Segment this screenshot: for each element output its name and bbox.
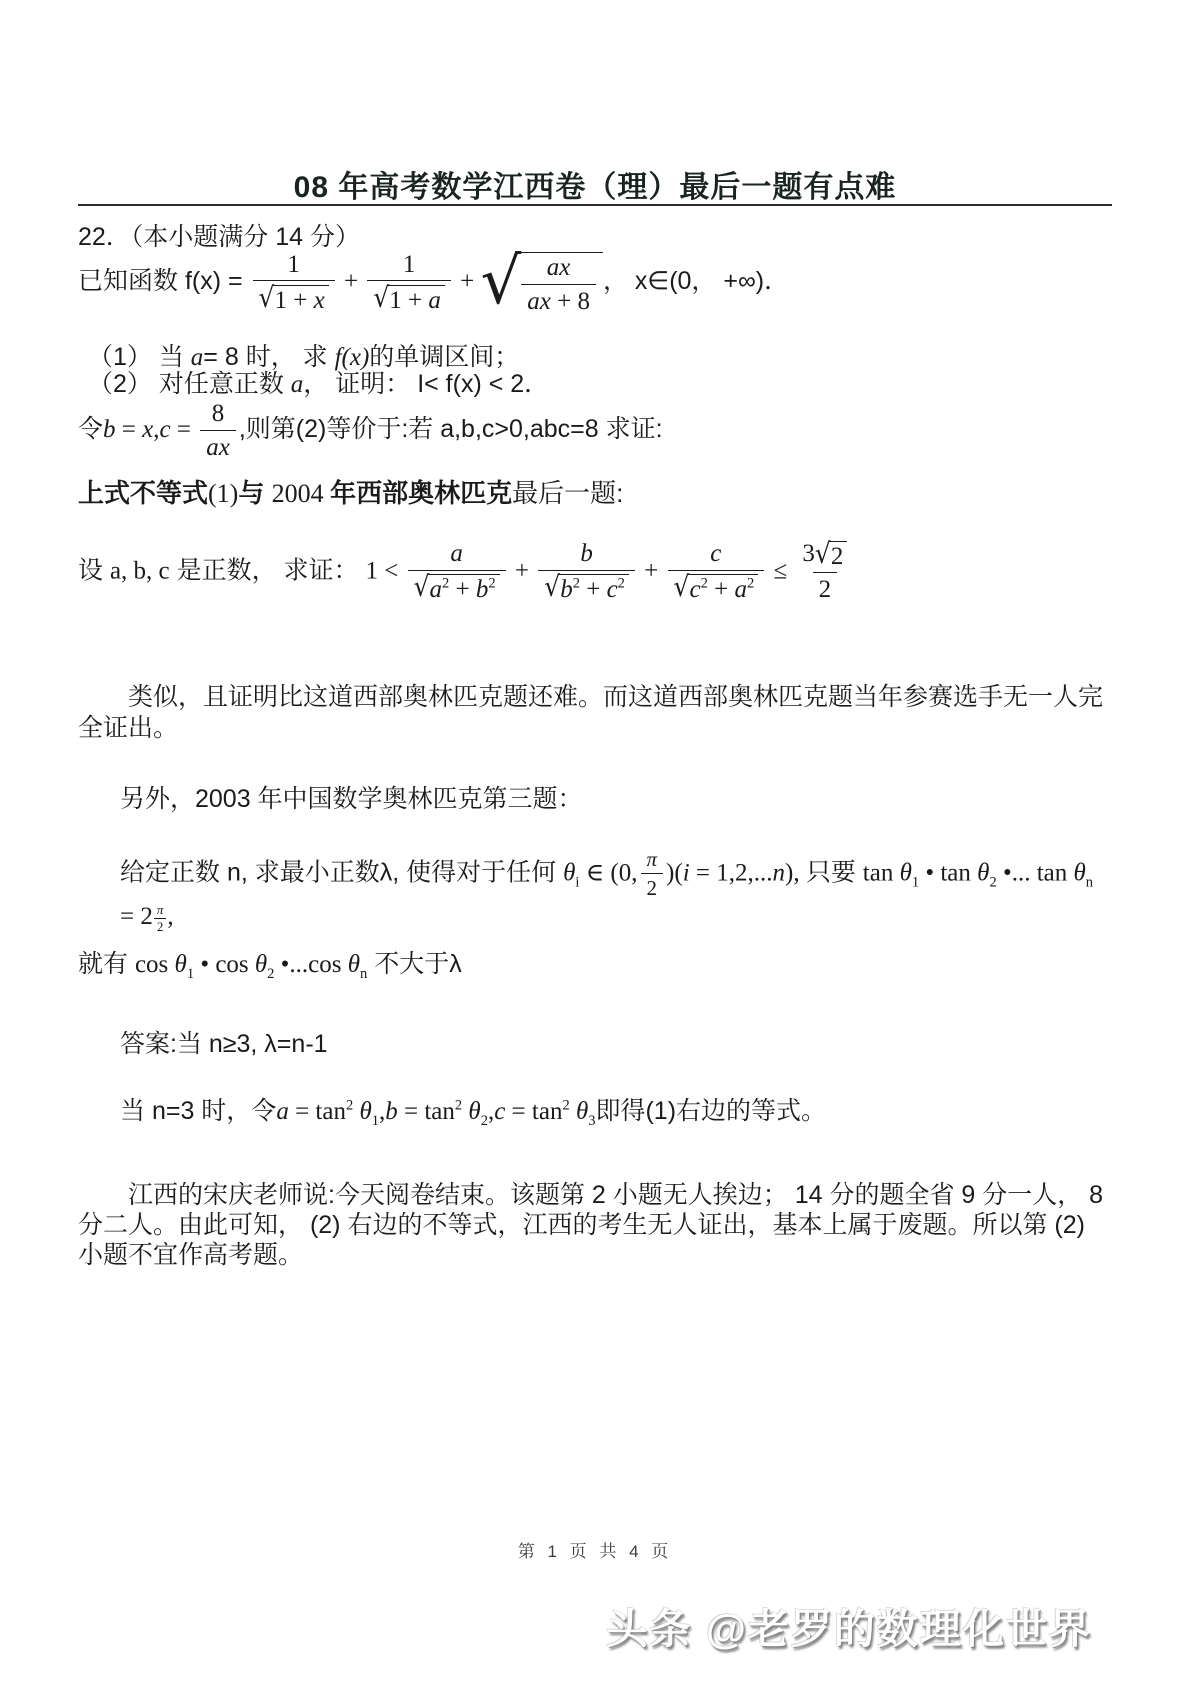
text-token: 1: [402, 250, 416, 278]
text-token: n: [360, 966, 368, 982]
text-token: a: [290, 371, 304, 398]
text-token: 与: [238, 478, 272, 508]
text-token: a: [429, 576, 443, 604]
text-token: +: [508, 557, 536, 585]
text-token: cos: [134, 951, 169, 978]
text-token: = 8 时， 求: [203, 343, 335, 371]
radical-sign-icon: √: [480, 245, 522, 319]
text-token: )(: [666, 859, 683, 887]
text-token: ,则第(2)等价于:若 a,b,c>0,abc=8 求证:: [238, 415, 663, 444]
text-token: θ: [462, 1098, 481, 1125]
text-token: 2: [572, 575, 580, 592]
text-token: = 1,2,...: [689, 859, 773, 887]
radical-sign-icon: √: [373, 281, 390, 314]
text-token: π: [156, 902, 164, 918]
text-token: 1: [287, 250, 300, 278]
toutiao-watermark: 头条 @老罗的数理化世界: [606, 1606, 1092, 1652]
text-token: θ: [248, 951, 268, 978]
text-token: b: [475, 576, 489, 604]
radical-sign-icon: √: [814, 536, 831, 570]
text-token: θ: [569, 1098, 589, 1125]
radical-sign-icon: √: [544, 570, 561, 603]
text-token: = tan: [505, 1098, 563, 1125]
math-radical: [480, 245, 603, 319]
math-radical: [814, 536, 847, 571]
text-token: n: [1085, 874, 1094, 891]
page-title: 08 年高考数学江西卷（理）最后一题有点难: [293, 171, 897, 205]
text-token: 2: [454, 1097, 463, 1114]
text-token: θ: [563, 859, 576, 887]
text-token: 2: [480, 1113, 488, 1129]
math-radical: [544, 570, 629, 604]
question-heading: 22．（本小题满分 14 分）: [78, 223, 361, 251]
text-token: ， 证明： I< f(x) < 2．: [303, 370, 550, 398]
text-token: +: [637, 557, 665, 585]
text-token: 1: [371, 1113, 379, 1129]
text-token: • cos: [194, 951, 249, 978]
radical-sign-icon: √: [673, 570, 690, 603]
text-token: =: [115, 416, 143, 444]
text-token: a: [428, 286, 441, 314]
text-token: +: [579, 576, 607, 604]
math-fraction: [253, 251, 335, 315]
cmo-answer: 答案:当 n≥3, λ=n-1: [120, 1030, 328, 1058]
text-token: 只要: [805, 858, 863, 887]
text-token: 当 n=3 时，令: [120, 1097, 277, 1125]
text-token: •...cos: [274, 951, 342, 978]
text-token: π: [646, 847, 658, 871]
text-token: θ: [341, 951, 361, 978]
text-token: a: [734, 576, 747, 604]
function-definition-formula: [78, 245, 1112, 319]
text-token: ax: [206, 433, 230, 461]
text-token: 是正数， 求证：: [169, 556, 366, 585]
text-token: 给定正数 n, 求最小正数λ, 使得对于任何: [120, 858, 564, 887]
text-token: 2: [818, 576, 832, 604]
text-token: = tan: [288, 1098, 346, 1125]
text-token: 令: [78, 415, 104, 444]
text-token: f(x): [334, 344, 370, 371]
text-token: ,: [487, 1098, 495, 1125]
text-token: θ: [353, 1098, 372, 1125]
text-token: 1 +: [389, 286, 429, 314]
text-token: 2: [617, 575, 625, 592]
math-radical: [413, 570, 500, 604]
teacher-comment-paragraph: 江西的宋庆老师说:今天阅卷结束。该题第 2 小题无人挨边； 14 分的题全省 9 分一人， 8 分二人。由此可知， (2) 右边的不等式，江西的考生无人证出，基本上属于废题。所以第 (2) 小题不宜作高考题。: [78, 1181, 1104, 1269]
text-token: b: [580, 540, 593, 567]
text-token: =: [170, 416, 198, 444]
text-token: a: [190, 344, 204, 371]
text-token: +: [449, 576, 476, 604]
math-fraction: [641, 848, 664, 900]
math-fraction: [521, 254, 596, 315]
text-token: c: [710, 540, 722, 567]
text-token: b: [385, 1098, 398, 1125]
text-token: 3: [802, 540, 815, 567]
text-token: 1: [186, 966, 195, 982]
text-token: 3: [588, 1113, 596, 1129]
cmo-n3-case: [78, 1095, 1112, 1129]
text-token: +: [337, 268, 365, 296]
text-token: i: [575, 874, 580, 891]
text-token: ax: [546, 254, 571, 281]
text-token: θ: [1067, 859, 1086, 887]
math-fraction: [668, 540, 765, 604]
text-token: 2: [562, 1097, 570, 1114]
text-token: 2: [700, 575, 708, 592]
radical-sign-icon: √: [258, 281, 275, 314]
text-token: 2: [267, 966, 275, 982]
text-token: a, b, c: [109, 557, 170, 585]
text-token: 2: [989, 874, 997, 891]
text-token: 2: [156, 919, 164, 935]
text-token: b: [103, 416, 116, 444]
text-token: 2: [830, 542, 844, 570]
text-token: 即得(1)右边的等式。: [595, 1097, 827, 1125]
substitution-equivalence-line: [78, 400, 1112, 461]
text-token: 上式不等式: [78, 478, 209, 508]
text-token: 设: [78, 556, 110, 585]
text-token: ≤: [767, 557, 794, 585]
west-olympiad-intro: [78, 477, 1112, 511]
text-token: ， x∈(0， +∞)．: [602, 267, 790, 296]
text-token: 不大于λ: [367, 950, 462, 978]
text-token: 1: [911, 874, 920, 891]
text-token: c: [606, 576, 618, 604]
text-token: ,: [153, 416, 160, 444]
text-token: n: [772, 859, 785, 887]
text-token: (1): [208, 479, 239, 508]
math-fraction: [200, 400, 236, 461]
text-token: • tan: [919, 859, 971, 887]
text-token: 2: [345, 1097, 354, 1114]
text-token: 的单调区间；: [369, 343, 520, 371]
text-token: i: [682, 859, 690, 887]
text-token: +: [707, 576, 735, 604]
west-olympiad-comment: 类似，且证明比这道西部奥林匹克题还难。而这道西部奥林匹克题当年参赛选手无一人完全证出。: [78, 683, 1104, 742]
math-radical: [258, 281, 329, 315]
math-radical: [373, 281, 445, 315]
text-token: 2: [442, 575, 450, 592]
text-token: x: [313, 286, 325, 314]
math-fraction: [796, 536, 853, 604]
text-token: 就有: [78, 950, 135, 978]
text-token: 年西部奥林匹克: [330, 478, 513, 508]
text-token: 2: [488, 575, 496, 592]
text-token: +: [453, 268, 481, 296]
text-token: a: [450, 540, 463, 567]
text-token: （1） 当: [88, 343, 191, 371]
text-token: = tan: [397, 1098, 455, 1125]
text-token: a: [276, 1098, 289, 1125]
title-divider: [78, 204, 1112, 206]
page-number-footer: 第 1 页 共 4 页: [517, 1542, 673, 1561]
text-token: θ: [970, 859, 990, 887]
text-token: ∈ (0,: [579, 859, 638, 887]
text-token: 8: [211, 400, 225, 427]
text-token: 最后一题:: [512, 478, 624, 508]
text-token: c: [159, 416, 171, 444]
math-fraction: [367, 251, 451, 315]
text-token: •... tan: [996, 859, 1068, 887]
text-token: ),: [785, 859, 806, 887]
text-token: ax: [527, 287, 551, 315]
text-token: θ: [168, 951, 187, 978]
math-radical: [673, 570, 759, 604]
text-token: tan: [862, 859, 894, 887]
text-token: x: [142, 416, 154, 444]
west-olympiad-inequality: [78, 536, 1112, 604]
cmo-conclusion-formula: [78, 948, 1112, 982]
cmo-problem-formula: [78, 848, 1112, 935]
text-token: + 8: [550, 287, 590, 315]
math-fraction: [154, 903, 167, 935]
math-fraction: [408, 540, 506, 604]
text-token: 已知函数 f(x) =: [78, 267, 250, 296]
cmo-intro: 另外，2003 年中国数学奥林匹克第三题：: [120, 785, 583, 813]
text-token: θ: [893, 859, 912, 887]
text-token: c: [494, 1098, 506, 1125]
question-part-2: [88, 368, 1112, 402]
text-token: b: [560, 576, 573, 604]
text-token: ,: [379, 1098, 386, 1125]
math-fraction: [538, 540, 635, 604]
text-token: 2004: [271, 479, 331, 508]
text-token: c: [689, 576, 701, 604]
text-token: 1 <: [365, 557, 405, 585]
text-token: 2: [646, 876, 658, 901]
text-token: （2） 对任意正数: [88, 370, 291, 398]
text-token: 2: [746, 575, 755, 592]
radical-sign-icon: √: [413, 570, 430, 603]
text-token: = 2: [120, 903, 153, 931]
text-token: ,: [167, 903, 174, 931]
text-token: 1 +: [274, 286, 314, 314]
